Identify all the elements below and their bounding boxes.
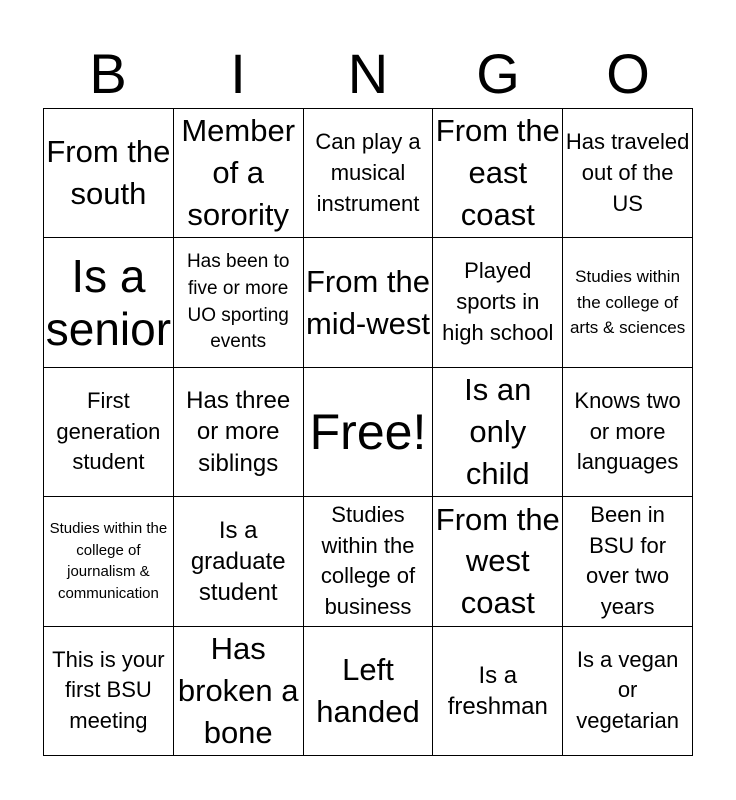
bingo-cell[interactable]	[174, 627, 304, 756]
cell-text: From the mid-west	[305, 263, 430, 341]
free-space-text: Free!	[309, 403, 427, 460]
header-letter-g: G	[476, 42, 520, 105]
bingo-header	[43, 40, 693, 108]
cell-text: Studies within the college of business	[320, 501, 416, 620]
bingo-cell[interactable]	[44, 627, 174, 756]
bingo-cell[interactable]	[44, 497, 174, 626]
cell-text: Has broken a bone	[177, 631, 299, 750]
bingo-cell[interactable]	[433, 109, 563, 238]
header-letter-b: B	[89, 42, 127, 105]
bingo-cell[interactable]	[304, 497, 434, 626]
bingo-cell[interactable]	[304, 627, 434, 756]
bingo-cell[interactable]	[433, 368, 563, 497]
bingo-cell[interactable]	[44, 368, 174, 497]
bingo-cell[interactable]	[433, 497, 563, 626]
cell-text: First generation student	[56, 387, 161, 475]
bingo-cell[interactable]	[44, 238, 174, 367]
cell-text: Has three or more siblings	[186, 387, 291, 477]
bingo-cell[interactable]	[563, 497, 693, 626]
bingo-cell[interactable]	[433, 627, 563, 756]
bingo-cell[interactable]	[174, 368, 304, 497]
bingo-cell[interactable]	[563, 238, 693, 367]
bingo-board	[43, 108, 693, 756]
bingo-cell[interactable]	[563, 109, 693, 238]
cell-text: This is your first BSU meeting	[52, 646, 165, 734]
cell-text: From the west coast	[435, 501, 560, 621]
header-letter-o: O	[606, 42, 650, 105]
cell-text: Can play a musical instrument	[315, 129, 421, 216]
header-letter-n: N	[347, 42, 389, 105]
cell-text: Member of a sorority	[181, 113, 296, 233]
cell-text: Studies within the college of journalism & communication	[49, 519, 168, 603]
bingo-cell[interactable]	[174, 497, 304, 626]
cell-text: From the east coast	[435, 113, 560, 233]
cell-text: Been in BSU for over two years	[586, 501, 670, 620]
bingo-cell[interactable]	[174, 238, 304, 367]
cell-text: Played sports in high school	[442, 258, 554, 345]
cell-text: Has traveled out of the US	[565, 129, 690, 216]
bingo-cell[interactable]	[563, 368, 693, 497]
cell-text: Knows two or more languages	[574, 387, 681, 475]
bingo-cell[interactable]	[304, 109, 434, 238]
cell-text: Studies within the college of arts & sciences	[569, 267, 686, 338]
cell-text: Is a senior	[45, 249, 172, 355]
cell-text: From the south	[46, 134, 171, 212]
bingo-cell[interactable]	[433, 238, 563, 367]
cell-text: Is a vegan or vegetarian	[576, 646, 679, 734]
cell-text: Is an only child	[464, 372, 532, 491]
bingo-cell[interactable]	[563, 627, 693, 756]
cell-text: Left handed	[316, 651, 420, 729]
header-letter-i: I	[230, 42, 246, 105]
bingo-cell[interactable]	[304, 238, 434, 367]
bingo-cell[interactable]	[44, 109, 174, 238]
bingo-cell[interactable]	[174, 109, 304, 238]
cell-text: Has been to five or more UO sporting events	[186, 251, 290, 353]
free-space-cell[interactable]	[304, 368, 434, 497]
cell-text: Is a freshman	[447, 661, 548, 720]
cell-text: Is a graduate student	[190, 516, 286, 606]
